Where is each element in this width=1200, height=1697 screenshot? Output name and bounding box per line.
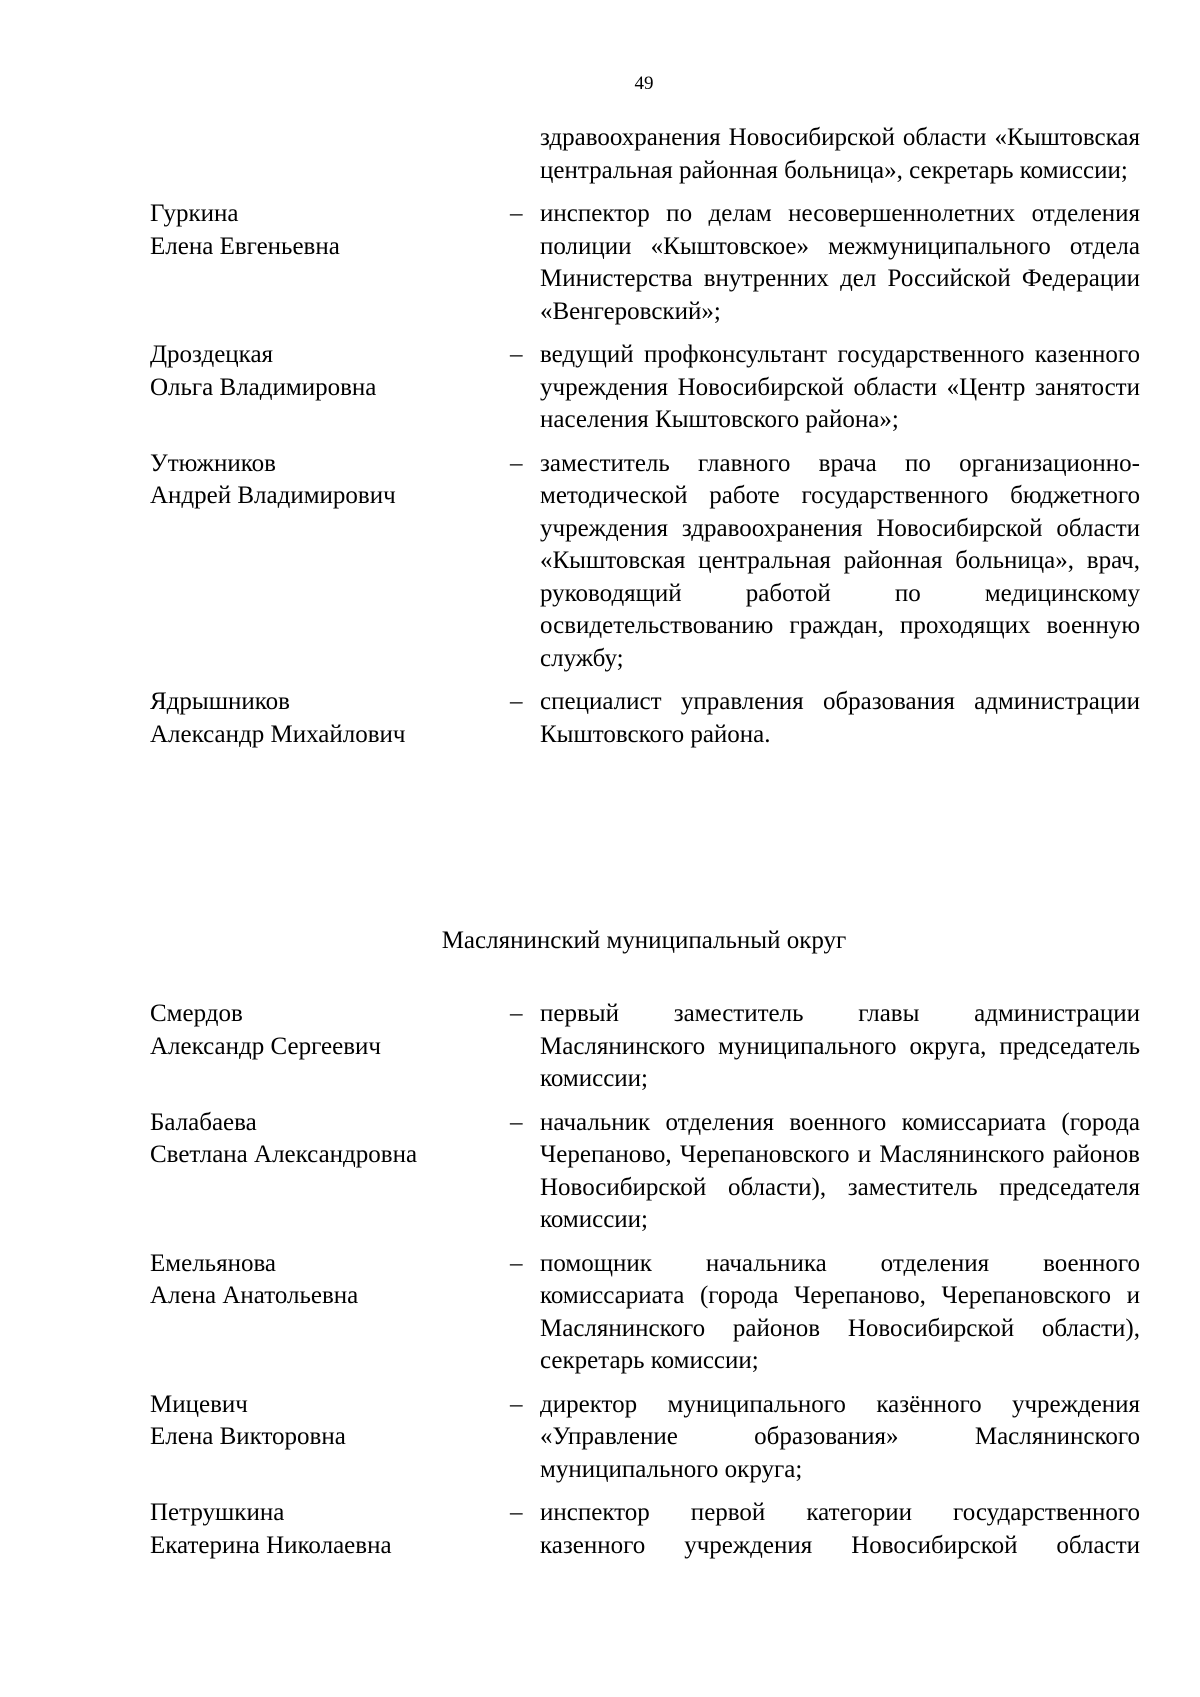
member-name [150, 198, 510, 263]
continuation-entry [150, 122, 1140, 187]
member-given-names: Екатерина Николаевна [150, 1531, 392, 1559]
member-position: первый заместитель главы администрации Маслянинского муниципального округа, председатель комиссии; [540, 1000, 1140, 1092]
member-position: специалист управления образования администрации Кыштовского района. [540, 688, 1140, 748]
dash: – [510, 200, 523, 227]
member-position: ведущий профконсультант государственного казенного учреждения Новосибирской области «Центр занятости населения Кыштовского района»; [540, 341, 1140, 433]
dash: – [510, 1390, 523, 1418]
member-position: инспектор по делам несовершеннолетних отделения полиции «Кыштовское» межмуниципального отдела Министерства внутренних дел Российской Федерации «Венгеровский»; [540, 200, 1140, 325]
maslyaninsky-commission-list [150, 998, 1140, 1562]
dash: – [510, 688, 523, 715]
dash: – [510, 1249, 523, 1277]
dash: – [510, 341, 523, 368]
member-entry [150, 339, 1140, 437]
member-entry [150, 198, 1140, 328]
member-entry [150, 1389, 1140, 1487]
member-entry [150, 1248, 1140, 1378]
member-entry [150, 686, 1140, 751]
member-position: инспектор первой категории государственного казенного учреждения Новосибирской области [540, 1499, 1140, 1559]
member-position: директор муниципального казённого учреждения «Управление образования» Маслянинского муниципального округа; [540, 1390, 1140, 1483]
member-surname: Утюжников [150, 449, 276, 477]
dash: – [510, 1000, 523, 1027]
page-number: 49 [634, 73, 654, 94]
member-given-names: Елена Викторовна [150, 1423, 346, 1450]
member-surname: Мицевич [150, 1390, 248, 1418]
member-given-names: Александр Михайлович [150, 720, 406, 748]
member-entry [150, 1107, 1140, 1237]
member-name [150, 686, 510, 751]
member-name [150, 339, 510, 404]
member-surname: Петрушкина [150, 1499, 285, 1526]
continuation-position: здравоохранения Новосибирской области «Кыштовская центральная районная больница», секретарь комиссии; [540, 124, 1140, 184]
member-given-names: Светлана Александровна [150, 1141, 418, 1168]
member-entry [150, 998, 1140, 1096]
member-surname: Балабаева [150, 1108, 257, 1136]
member-name [150, 1389, 510, 1454]
dash: – [510, 1499, 523, 1526]
dash: – [510, 449, 523, 477]
member-position: помощник начальника отделения военного комиссариата (города Черепаново, Черепановского и Маслянинского районов Новосибирской области), секретарь комиссии; [540, 1249, 1140, 1374]
member-given-names: Ольга Владимировна [150, 373, 377, 401]
member-surname: Смердов [150, 1000, 243, 1027]
member-name [150, 998, 510, 1063]
member-surname: Гуркина [150, 200, 239, 227]
member-position: начальник отделения военного комиссариата (города Черепаново, Черепановского и Маслянинского районов Новосибирской области), заместитель председателя комиссии; [540, 1108, 1140, 1233]
member-given-names: Александр Сергеевич [150, 1032, 381, 1060]
member-name [150, 1497, 510, 1562]
member-name [150, 1107, 510, 1172]
member-surname: Дроздецкая [150, 341, 274, 368]
member-given-names: Андрей Владимирович [150, 482, 396, 509]
member-entry [150, 448, 1140, 676]
member-given-names: Елена Евгеньевна [150, 232, 340, 260]
kyshtovsky-commission-list [150, 122, 1140, 751]
section-heading: Маслянинский муниципальный округ [441, 927, 847, 954]
member-name [150, 1248, 510, 1313]
member-entry [150, 1497, 1140, 1562]
member-given-names: Алена Анатольевна [150, 1282, 359, 1309]
member-position: заместитель главного врача по организационно-методической работе государственного бюджетного учреждения здравоохранения Новосибирской области «Кыштовская центральная районная больница», врач, руководящий работой по медицинскому освидетельствованию граждан, проходящих военную службу; [540, 449, 1140, 672]
dash: – [510, 1108, 523, 1136]
member-name [150, 448, 510, 513]
member-surname: Ядрышников [150, 688, 290, 715]
member-surname: Емельянова [150, 1249, 277, 1277]
